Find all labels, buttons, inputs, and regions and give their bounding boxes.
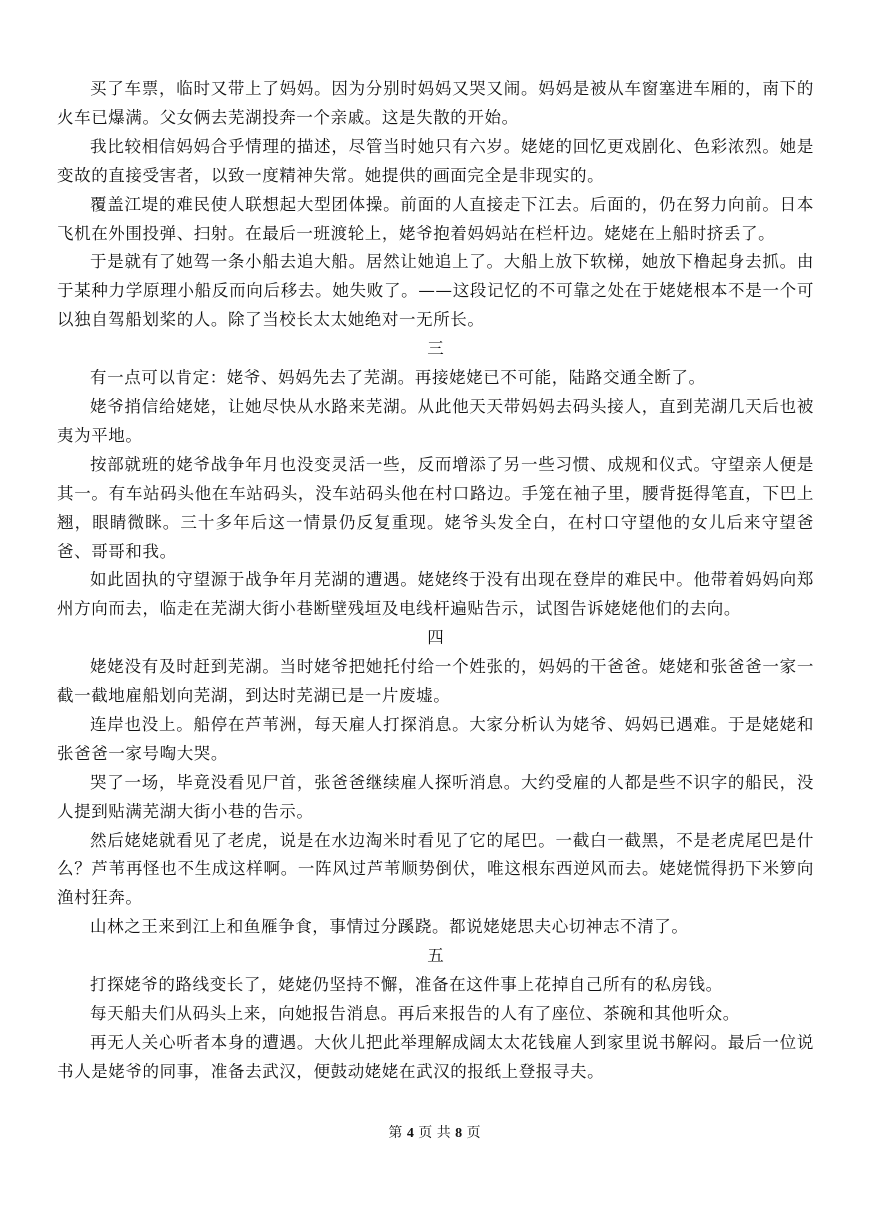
page-footer <box>0 1122 869 1142</box>
paragraph: 再无人关心听者本身的遭遇。大伙儿把此举理解成阔太太花钱雇人到家里说书解闷。最后一位说书人是姥爷的同事，准备去武汉，便鼓动姥姥在武汉的报纸上登报寻夫。 <box>57 1032 814 1081</box>
section-heading: 三 <box>427 339 444 359</box>
paragraph: 按部就班的姥爷战争年月也没变灵活一些，反而增添了另一些习惯、成规和仪式。守望亲人便是其一。有车站码头他在车站码头，没车站码头他在村口路边。手笼在袖子里，腰背挺得笔直，下巴上翘，眼睛微眯。三十多年后这一情景仍反复重现。姥爷头发全白，在村口守望他的女儿后来守望爸爸、哥哥和我。 <box>57 454 814 561</box>
section-heading: 五 <box>427 946 444 966</box>
footer-suffix: 页 <box>466 1125 481 1141</box>
paragraph: 打探姥爷的路线变长了，姥姥仍坚持不懈，准备在这件事上花掉自己所有的私房钱。 <box>90 975 723 995</box>
paragraph: 姥爷捎信给姥姥，让她尽快从水路来芜湖。从此他天天带妈妈去码头接人，直到芜湖几天后也被夷为平地。 <box>57 396 814 445</box>
paragraph: 哭了一场，毕竟没看见尸首，张爸爸继续雇人探听消息。大约受雇的人都是些不识字的船民，没人提到贴满芜湖大街小巷的告示。 <box>57 772 814 821</box>
page-number: 4 <box>406 1126 414 1141</box>
paragraph: 然后姥姥就看见了老虎，说是在水边淘米时看见了它的尾巴。一截白一截黑，不是老虎尾巴是什么？芦苇再怪也不生成这样啊。一阵风过芦苇顺势倒伏，唯这根东西逆风而去。姥姥慌得扔下米箩向渔村狂奔。 <box>57 830 814 908</box>
paragraph: 山林之王来到江上和鱼雁争食，事情过分蹊跷。都说姥姥思夫心切神志不清了。 <box>90 917 689 937</box>
paragraph: 于是就有了她驾一条小船去追大船。居然让她追上了。大船上放下软梯，她放下橹起身去抓。由于某种力学原理小船反而向后移去。她失败了。——这段记忆的不可靠之处在于姥姥根本不是一个可以独自驾船划桨的人。除了当校长太太她绝对一无所长。 <box>57 252 814 330</box>
paragraph: 姥姥没有及时赶到芜湖。当时姥爷把她托付给一个姓张的，妈妈的干爸爸。姥姥和张爸爸一家一截一截地雇船划向芜湖，到达时芜湖已是一片废墟。 <box>57 657 814 706</box>
footer-prefix: 第 <box>388 1125 403 1141</box>
paragraph: 每天船夫们从码头上来，向她报告消息。再后来报告的人有了座位、茶碗和其他听众。 <box>90 1004 740 1023</box>
page-total: 8 <box>455 1126 463 1141</box>
paragraph: 覆盖江堤的难民使人联想起大型团体操。前面的人直接走下江去。后面的，仍在努力向前。日本飞机在外围投弹、扫射。在最后一班渡轮上，姥爷抱着妈妈站在栏杆边。姥姥在上船时挤丢了。 <box>57 194 814 243</box>
paragraph: 如此固执的守望源于战争年月芜湖的遭遇。姥姥终于没有出现在登岸的难民中。他带着妈妈向郑州方向而去，临走在芜湖大街小巷断壁残垣及电线杆遍贴告示，试图告诉姥姥他们的去向。 <box>57 570 814 619</box>
paragraph: 买了车票，临时又带上了妈妈。因为分别时妈妈又哭又闹。妈妈是被从车窗塞进车厢的，南下的火车已爆满。父女俩去芜湖投奔一个亲戚。这是失散的开始。 <box>57 79 814 127</box>
paragraph: 有一点可以肯定：姥爷、妈妈先去了芜湖。再接姥姥已不可能，陆路交通全断了。 <box>90 368 706 388</box>
footer-middle: 页 共 <box>418 1125 451 1141</box>
paragraph: 连岸也没上。船停在芦苇洲，每天雇人打探消息。大家分析认为姥爷、妈妈已遇难。于是姥姥和张爸爸一家号啕大哭。 <box>57 714 814 763</box>
section-heading: 四 <box>427 628 444 648</box>
paragraph: 我比较相信妈妈合乎情理的描述，尽管当时她只有六岁。姥姥的回忆更戏剧化、色彩浓烈。她是变故的直接受害者，以致一度精神失常。她提供的画面完全是非现实的。 <box>57 136 814 185</box>
document-body <box>57 75 814 1087</box>
